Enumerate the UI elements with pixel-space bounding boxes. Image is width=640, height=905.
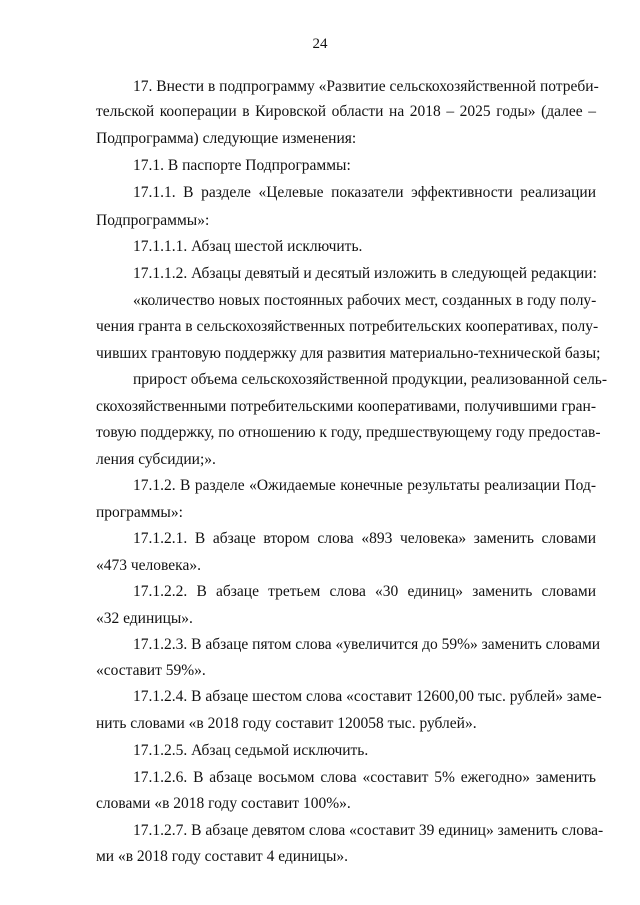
text-line: 17.1.1.2. Абзацы девятый и десятый изложить в следующей редакции: <box>133 265 597 282</box>
text-line: 17.1.2. В разделе «Ожидаемые конечные результаты реализации Под- <box>133 477 596 494</box>
text-line: «составит 59%». <box>96 662 206 679</box>
text-line: 17.1.1.1. Абзац шестой исключить. <box>133 238 363 255</box>
text-line: программы»: <box>96 504 183 521</box>
text-line: чения гранта в сельскохозяйственных потребительских кооперативах, полу- <box>96 318 599 335</box>
text-line: ления субсидии;». <box>96 451 216 468</box>
text-line: 17.1.2.4. В абзаце шестом слова «составит 12600,00 тыс. рублей» заме- <box>133 688 602 705</box>
text-line: 17.1.2.6. В абзаце восьмом слова «составит 5% ежегодно» заменить <box>133 769 596 786</box>
text-line: 17. Внести в подпрограмму «Развитие сельскохозяйственной потреби- <box>133 78 599 95</box>
text-line: Подпрограмма) следующие изменения: <box>96 130 357 147</box>
text-line: чивших грантовую поддержку для развития материально-технической базы; <box>96 345 601 362</box>
text-line: тельской кооперации в Кировской области на 2018 – 2025 годы» (далее – <box>96 103 596 120</box>
text-line: Подпрограммы»: <box>96 212 210 229</box>
text-line: 17.1.2.1. В абзаце втором слова «893 человека» заменить словами <box>133 530 596 547</box>
text-line: нить словами «в 2018 году составит 120058 тыс. рублей». <box>96 715 477 732</box>
text-line: словами «в 2018 году составит 100%». <box>96 795 351 812</box>
text-line: 17.1.2.7. В абзаце девятом слова «составит 39 единиц» заменить слова- <box>133 822 604 839</box>
text-line: прирост объема сельскохозяйственной продукции, реализованной сель- <box>133 371 608 388</box>
text-line: 17.1.2.5. Абзац седьмой исключить. <box>133 742 369 759</box>
page-number: 24 <box>312 36 328 52</box>
text-line: «количество новых постоянных рабочих мест, созданных в году полу- <box>133 292 597 309</box>
text-line: товую поддержку, по отношению к году, предшествующему году предостав- <box>96 424 601 441</box>
text-line: 17.1.2.3. В абзаце пятом слова «увеличится до 59%» заменить словами <box>133 636 601 653</box>
text-line: ми «в 2018 году составит 4 единицы». <box>96 848 348 865</box>
text-line: «32 единицы». <box>96 610 193 627</box>
text-line: 17.1.2.2. В абзаце третьем слова «30 единиц» заменить словами <box>133 583 596 600</box>
text-line: 17.1. В паспорте Подпрограммы: <box>133 157 351 174</box>
text-line: «473 человека». <box>96 557 201 574</box>
text-line: скохозяйственными потребительскими кооперативами, получившими гран- <box>96 398 596 415</box>
text-line: 17.1.1. В разделе «Целевые показатели эффективности реализации <box>133 184 596 201</box>
